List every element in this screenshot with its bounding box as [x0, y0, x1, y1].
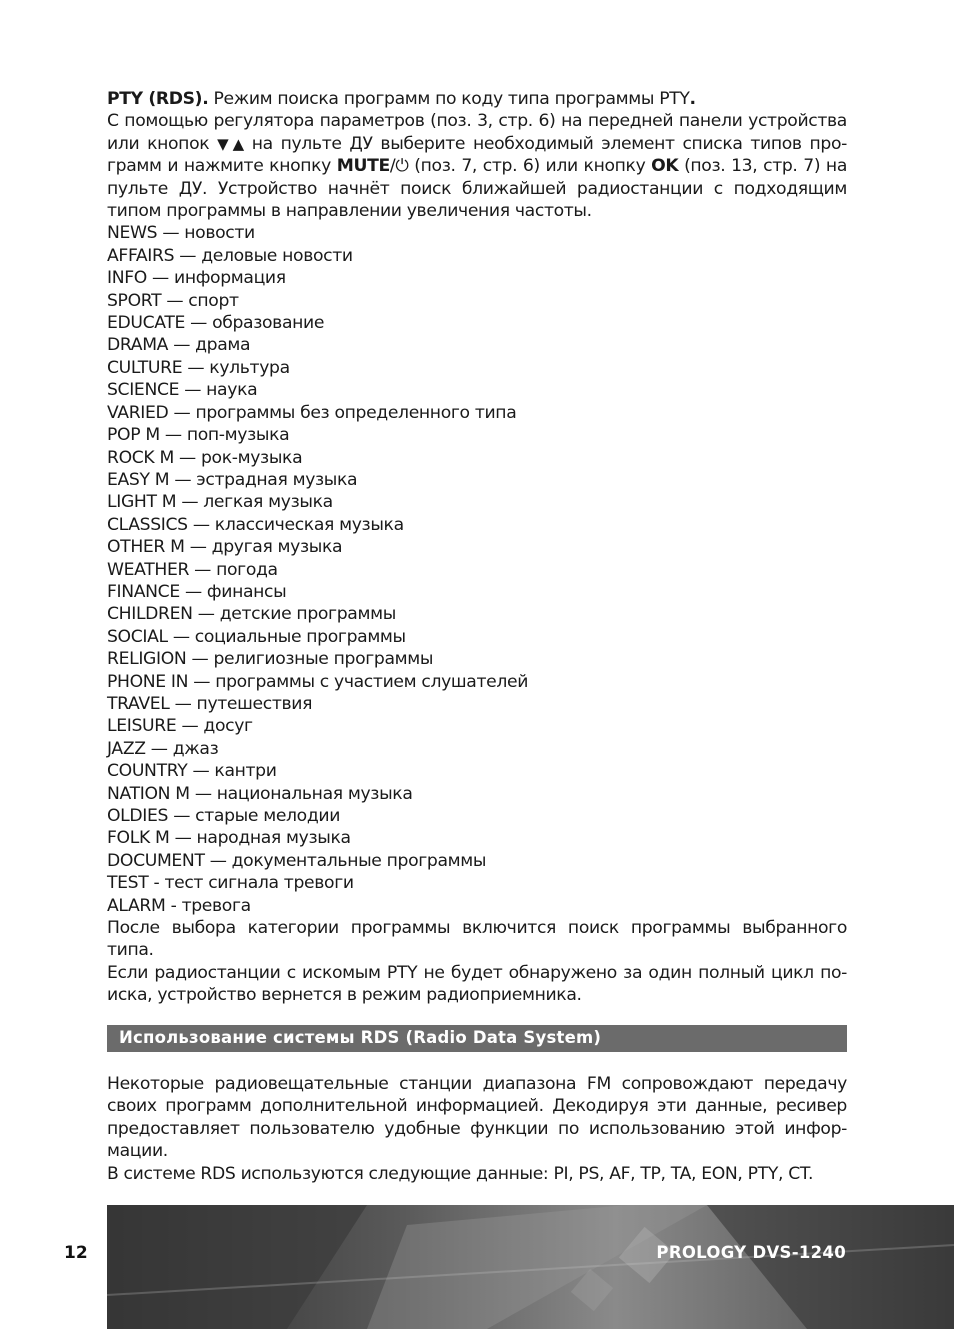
pty-list-item: SCIENCE — наука — [107, 380, 258, 401]
pty-list-item: PHONE IN — программы с участием слушателей — [107, 671, 529, 692]
ok-key-label: OK — [651, 156, 679, 177]
pty-list-item: TEST - тест сигнала тревоги — [107, 873, 354, 894]
pty-list-item: DOCUMENT — документальные программы — [107, 850, 487, 871]
pty-text-3: (поз. 7, стр. 6) или кнопку — [408, 156, 652, 177]
pty-list-item: WEATHER — погода — [107, 559, 278, 580]
pty-list-item: LEISURE — досуг — [107, 716, 253, 737]
pty-list-item: SPORT — спорт — [107, 290, 239, 311]
pty-list-item: VARIED — программы без определенного типа — [107, 402, 517, 423]
pty-list-item: NEWS — новости — [107, 223, 255, 244]
page-number: 12 — [64, 1243, 88, 1263]
pty-heading-rest: Режим поиска программ по коду типа программы PTY — [208, 89, 690, 109]
pty-list-item: JAZZ — джаз — [107, 738, 219, 759]
rds-section — [107, 1073, 847, 1185]
pty-list-item: EDUCATE — образование — [107, 313, 325, 334]
pty-list-item: CULTURE — культура — [107, 357, 290, 378]
pty-text-2: на пульте ДУ выберите необходимый элемент списка типов про-грамм и нажмите кнопку — [107, 133, 847, 177]
pty-paragraph — [107, 88, 847, 222]
pty-list-item: RELIGION — религиозные программы — [107, 649, 434, 670]
pty-section — [107, 88, 847, 1007]
footer-decorative-band — [107, 1205, 954, 1329]
pty-list-item: EASY M — эстрадная музыка — [107, 469, 358, 490]
pty-list-item: FINANCE — финансы — [107, 581, 287, 602]
pty-list-item: SOCIAL — социальные программы — [107, 626, 406, 647]
pty-text-1: С помощью регулятора параметров (поз. 3, стр. 6) на передней панели устройства или кнопок — [107, 111, 847, 154]
pty-heading: PTY (RDS). — [107, 89, 209, 109]
pty-list-item: POP M — поп-музыка — [107, 425, 290, 446]
pty-after-paragraph-1: После выбора категории программы включится поиск программы выбранного типа. — [107, 918, 847, 961]
footer-texture — [107, 1205, 954, 1329]
pty-list-item: TRAVEL — путешествия — [107, 693, 313, 714]
pty-heading-dot: . — [689, 89, 696, 109]
section-header-bar — [107, 1025, 847, 1052]
power-icon: ⏻ — [395, 156, 409, 177]
brand-model: PROLOGY DVS-1240 — [656, 1243, 846, 1262]
rds-paragraph-2: В системе RDS используются следующие данные: PI, PS, AF, TP, TA, EON, PTY, CT. — [107, 1163, 814, 1184]
pty-text-4: (поз. 13, стр. 7) на пульте ДУ. Устройство начнёт поиск ближайшей радиостанции с подходящим типом программы в направлении увеличения частоты. — [107, 156, 847, 222]
pty-list-item: OTHER M — другая музыка — [107, 537, 343, 558]
rds-paragraph-1: Некоторые радиовещательные станции диапазона FM сопровождают передачу своих программ дополнительной информацией. Декодируя эти данные, ресивер предоставляет пользователю удобные функции по использованию этой инфор-мации. — [107, 1074, 847, 1162]
mute-key-label: MUTE — [336, 156, 390, 177]
pty-list-item: ROCK M — рок-музыка — [107, 447, 303, 468]
pty-list-item: NATION M — национальная музыка — [107, 783, 413, 804]
pty-list-item: CHILDREN — детские программы — [107, 604, 396, 625]
pty-list-item: LIGHT M — легкая музыка — [107, 492, 333, 513]
pty-list-item: FOLK M — народная музыка — [107, 828, 351, 849]
pty-list-item: OLDIES — старые мелодии — [107, 806, 341, 826]
pty-after-paragraph-2: Если радиостанции с искомым PTY не будет обнаружено за один полный цикл по-иска, устройство вернется в режим радиоприемника. — [107, 962, 847, 1006]
pty-list-item: DRAMA — драма — [107, 335, 251, 356]
mute-separator: / — [389, 156, 396, 177]
pty-type-list — [107, 222, 847, 917]
section-title: Использование системы RDS (Radio Data System) — [119, 1028, 602, 1047]
down-up-arrow-icon: ▼ ▲ — [217, 134, 244, 153]
pty-list-item: ALARM - тревога — [107, 895, 251, 916]
pty-list-item: INFO — информация — [107, 268, 286, 289]
pty-list-item: COUNTRY — кантри — [107, 761, 277, 782]
pty-list-item: AFFAIRS — деловые новости — [107, 245, 353, 266]
pty-list-item: CLASSICS — классическая музыка — [107, 514, 404, 535]
